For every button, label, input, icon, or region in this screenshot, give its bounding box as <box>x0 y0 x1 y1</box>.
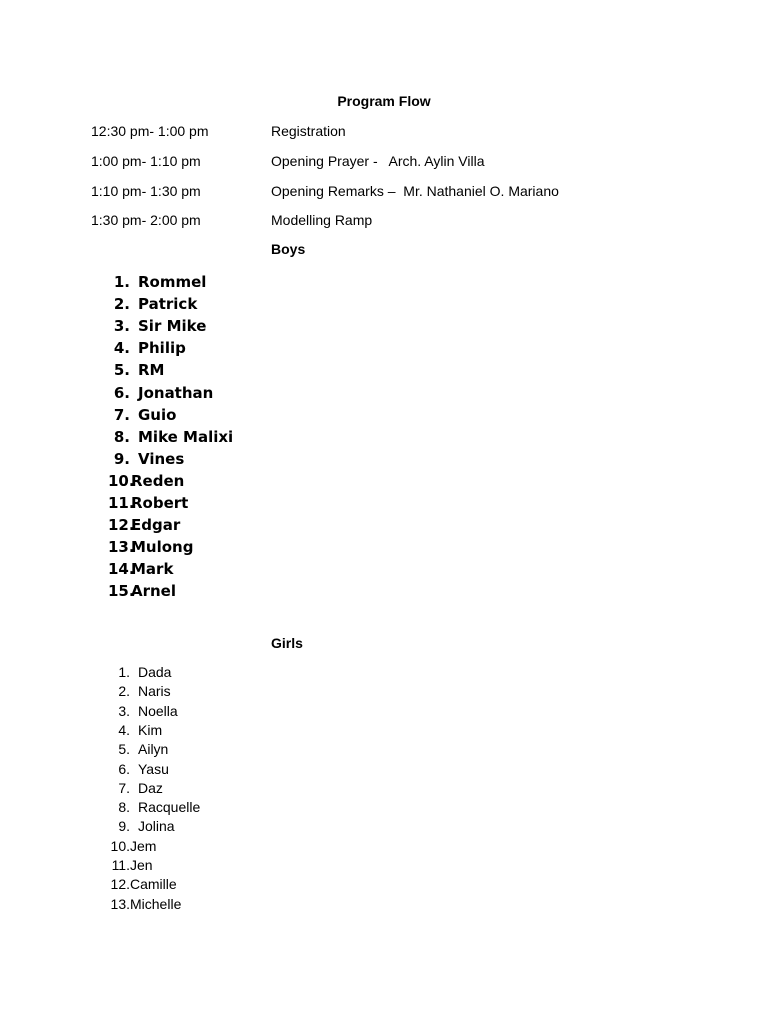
boys-list-item <box>108 558 173 580</box>
girls-list-item <box>108 760 169 779</box>
girl-name: Daz <box>138 779 163 796</box>
boy-name: Philip <box>138 339 186 358</box>
list-number: 13. <box>110 895 130 912</box>
list-number: 3. <box>118 702 130 719</box>
boys-heading: Boys <box>271 241 306 257</box>
list-number: 1. <box>118 664 130 680</box>
girls-list-item <box>108 779 163 798</box>
list-number: 11. <box>111 857 130 873</box>
girls-list-item <box>108 817 175 836</box>
list-number: 12. <box>110 876 130 893</box>
girl-name: Ailyn <box>138 741 169 758</box>
list-number: 1. <box>113 273 130 291</box>
boys-list-item <box>108 315 206 337</box>
list-number: 9. <box>118 818 130 835</box>
girls-heading: Girls <box>271 635 303 651</box>
list-number: 8. <box>118 799 130 816</box>
schedule-row <box>91 211 691 229</box>
boy-name: RM <box>138 361 165 380</box>
girls-list-item <box>108 682 171 701</box>
girl-name: Dada <box>138 664 172 680</box>
boy-name: Mulong <box>131 538 194 557</box>
boys-list-item <box>108 492 188 514</box>
boys-list-item <box>108 448 184 470</box>
girl-name: Michelle <box>130 895 182 912</box>
girls-list-item <box>108 721 162 740</box>
list-number: 10. <box>108 471 135 490</box>
list-number: 4. <box>113 339 130 358</box>
girls-list-item <box>108 856 153 875</box>
boys-list-item <box>108 359 164 381</box>
boys-list-item <box>108 271 206 293</box>
girls-list-item <box>108 837 156 856</box>
list-number: 7. <box>113 405 130 424</box>
schedule-row <box>91 182 691 200</box>
girls-list-item <box>108 875 177 894</box>
schedule-row <box>91 152 691 170</box>
schedule-event: Registration <box>271 123 346 139</box>
list-number: 4. <box>118 721 130 738</box>
list-number: 5. <box>118 741 130 758</box>
list-number: 11. <box>108 494 135 512</box>
girl-name: Racquelle <box>138 799 201 816</box>
girl-name: Noella <box>138 702 178 719</box>
boys-list-item <box>108 580 176 602</box>
boy-name: Sir Mike <box>138 317 207 336</box>
title-text: Program Flow <box>337 93 431 109</box>
schedule-time: 1:00 pm- 1:10 pm <box>91 153 201 169</box>
list-number: 7. <box>118 779 130 796</box>
list-number: 2. <box>113 295 130 314</box>
girl-name: Kim <box>138 721 163 738</box>
girls-list-item <box>108 798 200 817</box>
list-number: 6. <box>118 760 130 777</box>
girl-name: Yasu <box>138 760 169 777</box>
boy-name: Arnel <box>131 582 176 601</box>
list-number: 14. <box>108 560 135 579</box>
boy-name: Robert <box>131 494 189 512</box>
girl-name: Camille <box>130 876 177 893</box>
boys-list-item <box>108 293 197 315</box>
girl-name: Jen <box>130 857 153 873</box>
boys-list-item <box>108 404 176 426</box>
girls-list-item <box>108 895 181 914</box>
boy-name: Jonathan <box>138 383 214 402</box>
boys-list-item <box>108 426 233 448</box>
list-number: 12. <box>108 516 135 535</box>
schedule-time: 12:30 pm- 1:00 pm <box>91 123 209 139</box>
boys-list-item <box>108 382 213 404</box>
boy-name: Rommel <box>138 273 207 291</box>
schedule-event: Opening Remarks – Mr. Nathaniel O. Mariano <box>271 183 559 199</box>
schedule-event: Modelling Ramp <box>271 212 373 228</box>
list-number: 3. <box>113 317 130 336</box>
list-number: 10. <box>110 837 130 854</box>
girl-name: Jolina <box>138 818 175 835</box>
list-number: 13. <box>108 538 135 557</box>
boys-list-item <box>108 470 184 492</box>
list-number: 6. <box>113 383 130 402</box>
list-number: 15. <box>108 582 135 601</box>
list-number: 5. <box>113 361 130 380</box>
girls-list-item <box>108 702 178 721</box>
list-number: 8. <box>113 427 130 446</box>
boy-name: Mike Malixi <box>138 427 234 446</box>
boy-name: Patrick <box>138 295 198 314</box>
girl-name: Jem <box>130 837 157 854</box>
boy-name: Guio <box>138 405 177 424</box>
schedule-time: 1:10 pm- 1:30 pm <box>91 183 201 199</box>
list-number: 9. <box>113 449 130 468</box>
girls-list-item <box>108 663 171 682</box>
boy-name: Mark <box>131 560 174 579</box>
boy-name: Edgar <box>131 516 181 535</box>
girls-list-item <box>108 740 168 759</box>
boys-list-item <box>108 337 186 359</box>
schedule-row <box>91 122 691 140</box>
schedule-event: Opening Prayer - Arch. Aylin Villa <box>271 153 485 169</box>
boys-list-item <box>108 514 180 536</box>
boys-list-item <box>108 536 193 558</box>
boy-name: Vines <box>138 449 185 468</box>
boy-name: Reden <box>131 471 185 490</box>
girl-name: Naris <box>138 683 171 700</box>
program-flow-title <box>0 93 768 109</box>
list-number: 2. <box>118 683 130 700</box>
schedule-time: 1:30 pm- 2:00 pm <box>91 212 201 228</box>
